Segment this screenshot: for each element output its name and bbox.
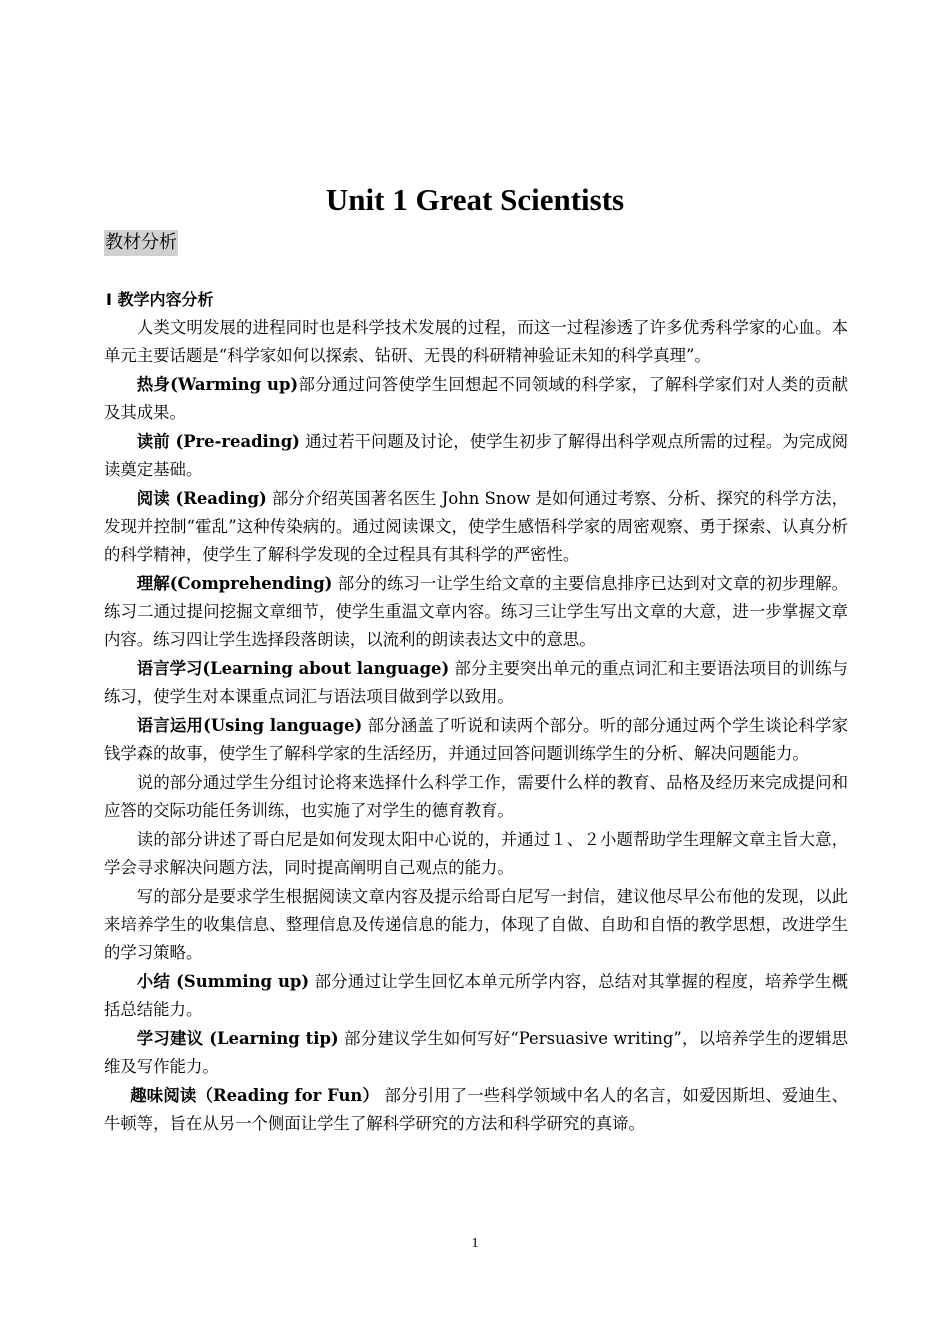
paragraph-text: 部分通过让学生回忆本单元所学内容，总结对其掌握的程度，培养学生概括总结能力。 <box>104 972 848 1019</box>
paragraph-text: 部分主要突出单元的重点词汇和主要语法项目的训练与练习，使学生对本课重点词汇与语法项目做到学以致用。 <box>104 659 848 706</box>
paragraph-label: 语言学习(Learning about language) <box>136 659 450 678</box>
paragraph-label: 理解(Comprehending) <box>136 574 333 593</box>
paragraph-text: 部分通过问答使学生回想起不同领域的科学家，了解科学家们对人类的贡献及其成果。 <box>104 375 848 422</box>
paragraph-text: 部分引用了一些科学领域中名人的名言，如爱因斯坦、爱迪生、牛顿等，旨在从另一个侧面让学生了解科学研究的方法和科学研究的真谛。 <box>104 1086 848 1133</box>
paragraph-label: 热身(Warming up) <box>136 375 299 394</box>
paragraph-label: 小结 (Summing up) <box>136 972 310 991</box>
paragraph-text: 部分介绍英国著名医生 John Snow 是如何通过考察、分析、探究的科学方法，发现并控制“霍乱”这种传染病的。通过阅读课文，使学生感悟科学家的周密观察、勇于探索、认真分析的科学精神，使学生了解科学发现的全过程具有其科学的严密性。 <box>104 489 849 564</box>
paragraph-label: 语言运用(Using language) <box>136 716 363 735</box>
paragraph-label: 读前 (Pre-reading) <box>136 432 300 451</box>
paragraph-speaking: 说的部分通过学生分组讨论将来选择什么科学工作，需要什么样的教育、品格及经历来完成提问和应答的交际功能任务训练，也实施了对学生的德育教育。 <box>104 773 848 820</box>
paragraph-using-language <box>104 712 848 768</box>
paragraph-text: 通过若干问题及讨论，使学生初步了解得出科学观点所需的过程。为完成阅读奠定基础。 <box>104 432 848 479</box>
paragraph-comprehending <box>104 570 848 654</box>
paragraph-warming-up <box>104 371 848 427</box>
paragraph-reading <box>104 485 848 569</box>
page-title: Unit 1 Great Scientists <box>325 182 625 217</box>
paragraph-pre-reading <box>104 428 848 484</box>
paragraph-label: 阅读 (Reading) <box>136 489 267 508</box>
intro-paragraph: 人类文明发展的进程同时也是科学技术发展的过程，而这一过程渗透了许多优秀科学家的心血。本单元主要话题是“科学家如何以探索、钻研、无畏的科研精神验证未知的科学真理”。 <box>104 318 848 365</box>
paragraph-reading-part: 读的部分讲述了哥白尼是如何发现太阳中心说的，并通过１、２小题帮助学生理解文章主旨大意，学会寻求解决问题方法，同时提高阐明自己观点的能力。 <box>104 830 848 877</box>
paragraph-learning-tip <box>104 1025 848 1081</box>
paragraph-text: 部分建议学生如何写好“Persuasive writing”，以培养学生的逻辑思维及写作能力。 <box>104 1029 848 1076</box>
paragraph-label: 趣味阅读（Reading for Fun） <box>130 1086 380 1105</box>
sub-heading: Ⅰ 教学内容分析 <box>106 290 214 309</box>
paragraph-label: 学习建议 (Learning tip) <box>136 1029 339 1048</box>
page-number: 1 <box>471 1236 479 1251</box>
document-body <box>104 314 848 1139</box>
paragraph-reading-for-fun <box>104 1082 848 1138</box>
paragraph-writing: 写的部分是要求学生根据阅读文章内容及提示给哥白尼写一封信，建议他尽早公布他的发现，以此来培养学生的收集信息、整理信息及传递信息的能力，体现了自做、自助和自悟的教学思想，改进学生的学习策略。 <box>104 887 848 962</box>
paragraph-summing-up <box>104 968 848 1024</box>
paragraph-text: 部分涵盖了听说和读两个部分。听的部分通过两个学生谈论科学家钱学森的故事，使学生了解科学家的生活经历，并通过回答问题训练学生的分析、解决问题能力。 <box>104 716 848 763</box>
paragraph-text: 部分的练习一让学生给文章的主要信息排序已达到对文章的初步理解。练习二通过提问挖掘文章细节，使学生重温文章内容。练习三让学生写出文章的大意，进一步掌握文章内容。练习四让学生选择段落朗读，以流利的朗读表达文中的意思。 <box>104 574 848 649</box>
section-heading: 教材分析 <box>104 230 178 256</box>
paragraph-learning-language <box>104 655 848 711</box>
